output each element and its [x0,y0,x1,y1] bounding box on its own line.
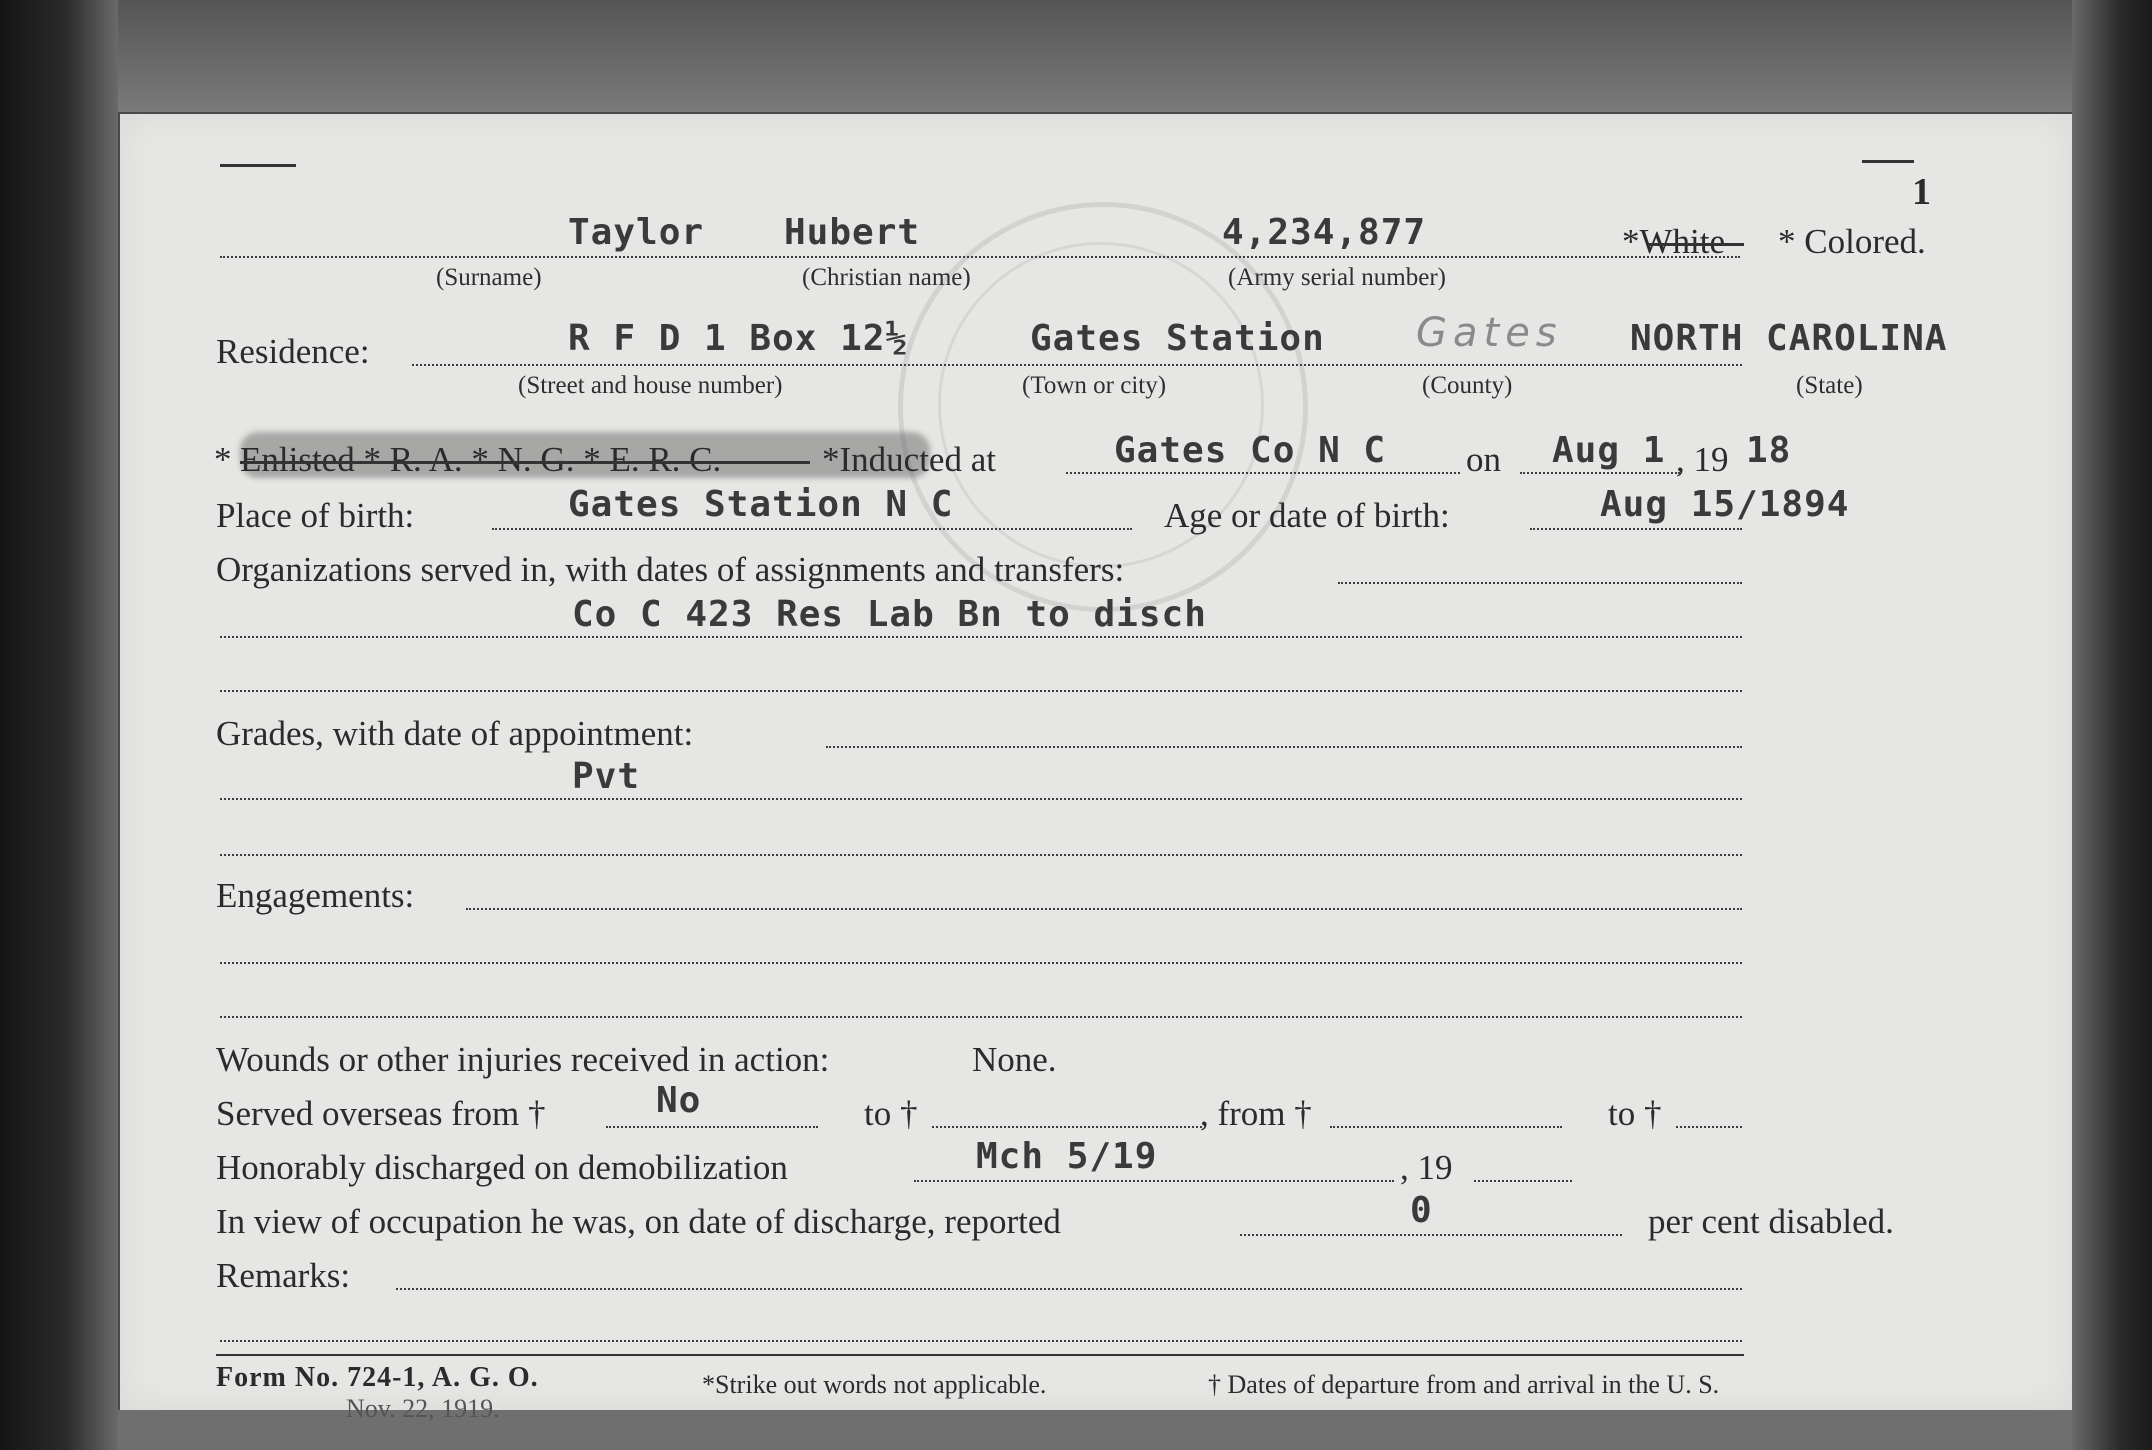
county-caption: (County) [1422,372,1513,399]
place-of-birth-label: Place of birth: [216,496,415,535]
overseas-to-label: to † [864,1094,918,1133]
birth-date-value: Aug 15/1894 [1600,484,1850,525]
residence-street-value: R F D 1 Box 12½ [568,318,909,359]
scanner-margin-right [2072,0,2152,1450]
induction-date-value: Aug 1 [1552,430,1666,471]
organizations-value: Co C 423 Res Lab Bn to disch [572,594,1207,635]
discharge-date-value: Mch 5/19 [976,1136,1158,1177]
residence-county-value: Gates [1416,310,1563,356]
induction-year-prefix: , 19 [1676,440,1729,479]
residence-label: Residence: [216,332,370,371]
state-caption: (State) [1796,372,1863,399]
race-white-label: *White [1622,222,1726,261]
discharge-year-prefix: , 19 [1400,1148,1453,1187]
scanner-margin-left [0,0,118,1450]
disability-suffix: per cent disabled. [1648,1202,1894,1241]
town-caption: (Town or city) [1022,372,1167,399]
overseas-to2-label: to † [1608,1094,1662,1133]
top-left-rule [220,164,296,167]
grades-line-3 [220,854,1742,856]
residence-town-value: Gates Station [1030,318,1325,359]
christian-name-caption: (Christian name) [802,264,971,291]
induction-date-line [1520,472,1680,474]
grades-line-2 [220,798,1742,800]
residence-line [412,364,1742,366]
age-label: Age or date of birth: [1164,496,1450,535]
christian-name-value: Hubert [784,212,921,253]
engagements-line-3 [220,1016,1742,1018]
serial-number-value: 4,234,877 [1222,212,1427,253]
race-white-strike [1648,243,1744,246]
organizations-line-3 [220,690,1742,692]
residence-state-value: NORTH CAROLINA [1630,318,1948,359]
remarks-line-2 [220,1340,1742,1342]
wounds-label: Wounds or other injuries received in action: [216,1040,830,1079]
footer-rule [216,1354,1744,1356]
overseas-from-label: Served overseas from † [216,1094,546,1133]
inducted-place-value: Gates Co N C [1114,430,1387,471]
overseas-to2-line [1676,1126,1742,1128]
on-label: on [1466,440,1501,479]
place-of-birth-value: Gates Station N C [568,484,954,525]
inducted-at-label: *Inducted at [822,440,996,479]
overseas-to-line [932,1126,1202,1128]
card-number: 1 [1912,171,1931,213]
grades-value: Pvt [572,756,641,797]
form-date: Nov. 22, 1919. [346,1394,500,1423]
remarks-line-1 [396,1288,1742,1290]
discharge-label: Honorably discharged on demobilization [216,1148,788,1187]
card-number-rule [1862,160,1914,163]
engagements-label: Engagements: [216,876,415,915]
serial-number-caption: (Army serial number) [1228,264,1446,291]
enlisted-struck-text: Enlisted * R. A. * N. G. * E. R. C. [240,440,722,479]
form-number: Form No. 724-1, A. G. O. [216,1362,539,1393]
scanner-margin-top [118,0,2072,112]
remarks-label: Remarks: [216,1256,351,1295]
overseas-from-line [606,1126,818,1128]
place-of-birth-line [492,528,1132,530]
surname-caption: (Surname) [436,264,542,291]
surname-value: Taylor [568,212,705,253]
overseas-from2-label: , from † [1200,1094,1312,1133]
grades-label: Grades, with date of appointment: [216,714,694,753]
birth-date-line [1530,528,1742,530]
organizations-line-1 [1338,582,1742,584]
street-caption: (Street and house number) [518,372,783,399]
engagements-line-1 [466,908,1742,910]
discharge-date-line [914,1180,1394,1182]
race-colored-label: * Colored. [1778,222,1926,261]
disability-label: In view of occupation he was, on date of discharge, reported [216,1202,1061,1241]
discharge-year-line [1474,1180,1572,1182]
enlisted-strike [240,461,810,464]
disability-line [1240,1234,1622,1236]
wounds-value: None. [972,1040,1057,1079]
overseas-from2-line [1330,1126,1562,1128]
organizations-line-2 [220,636,1742,638]
name-line [220,256,1740,258]
disability-value: 0 [1410,1190,1433,1231]
service-record-card [120,114,2072,1423]
induction-year-value: 18 [1746,430,1792,471]
footnote-dates: † Dates of departure from and arrival in the U. S. [1208,1370,1720,1399]
organizations-label: Organizations served in, with dates of assignments and transfers: [216,550,1125,589]
inducted-place-line [1066,472,1460,474]
footnote-strike-out: *Strike out words not applicable. [702,1370,1047,1399]
grades-line-1 [826,746,1742,748]
engagements-line-2 [220,962,1742,964]
enlisted-asterisk: * [214,440,232,479]
overseas-from-value: No [656,1080,702,1121]
